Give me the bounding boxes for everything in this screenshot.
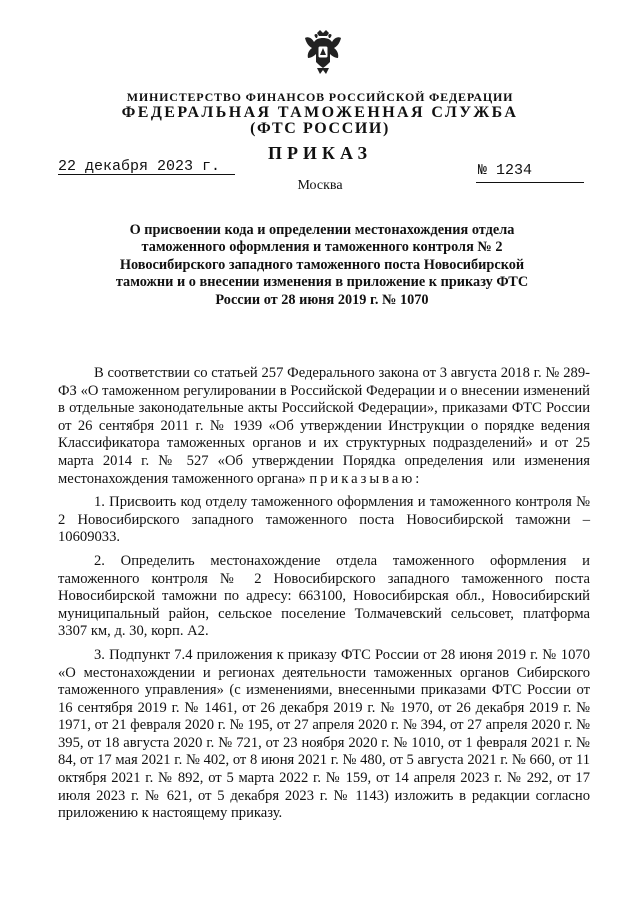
document-number: № 1234 <box>478 162 533 179</box>
preamble-paragraph <box>58 365 590 488</box>
body-item-1: 1. Присвоить код отделу таможенного оформления и таможенного контроля № 2 Новосибирского западного таможенного поста Новосибирской таможни – 10609033. <box>58 494 590 546</box>
document-type: ПРИКАЗ <box>267 143 373 163</box>
coat-of-arms-icon <box>302 28 344 76</box>
document-title: О присвоении кода и определении местонахождения отдела таможенного оформления и таможенного контроля № 2 Новосибирского западного таможенного поста Новосибирской таможни и о внесении изменения в приложение к приказу ФТС России от 28 июня 2019 г. № 1070 <box>115 222 529 308</box>
decree-word: приказываю: <box>309 470 423 487</box>
date-underline <box>58 174 235 175</box>
body-item-2: 2. Определить местонахождение отдела таможенного оформления и таможенного контроля № 2 Новосибирского западного таможенного поста Новосибирской таможни по адресу: 663100, Новосибирская обл., Новосибирский муниципальный район, сельское поселение Толмачевский сельсовет, платформа 3307 км, д. 30, корп. А2. <box>58 552 590 640</box>
body-item-3: 3. Подпункт 7.4 приложения к приказу ФТС России от 28 июня 2019 г. № 1070 «О местонахождении и регионах деятельности таможенных органов Сибирского таможенного управления» (с изменениями, внесенными приказами ФТС России от 16 сентября 2019 г. № 1461, от 26 декабря 2019 г. № 1970, от 26 декабря 2019 г. № 1971, от 21 февраля 2020 г. № 195, от 27 апреля 2020 г. № 394, от 27 апреля 2020 г. № 395, от 18 августа 2020 г. № 721, от 23 ноября 2020 г. № 1010, от 1 февраля 2021 г. № 84, от 17 мая 2021 г. № 402, от 8 июня 2021 г. № 480, от 5 августа 2021 г. № 660, от 11 октября 2021 г. № 892, от 5 марта 2022 г. № 159, от 14 апреля 2023 г. № 292, от 17 июля 2023 г. № 621, от 5 декабря 2023 г. № 1143) изложить в редакции согласно приложению к настоящему приказу. <box>58 646 590 822</box>
preamble-text: В соответствии со статьей 257 Федерального закона от 3 августа 2018 г. № 289-ФЗ «О таможенном регулировании в Российской Федерации и о внесении изменений в отдельные законодательные акты Российской Федерации», приказами ФТС России от 26 сентября 2011 г. № 1939 «Об утверждении Инструкции о порядке ведения Классификатора таможенных органов и их структурных подразделений» и от 25 марта 2014 г. № 527 «Об утверждении Порядка определения или изменения местонахождения таможенного органа» <box>58 365 590 487</box>
ministry-name: МИНИСТЕРСТВО ФИНАНСОВ РОССИЙСКОЙ ФЕДЕРАЦИИ <box>126 90 514 104</box>
document-body <box>58 365 590 823</box>
agency-name: ФЕДЕРАЛЬНАЯ ТАМОЖЕННАЯ СЛУЖБА <box>121 104 519 121</box>
document-date: 22 декабря 2023 г. <box>58 158 221 175</box>
agency-short-name: (ФТС РОССИИ) <box>250 120 390 137</box>
document-city: Москва <box>297 178 343 193</box>
